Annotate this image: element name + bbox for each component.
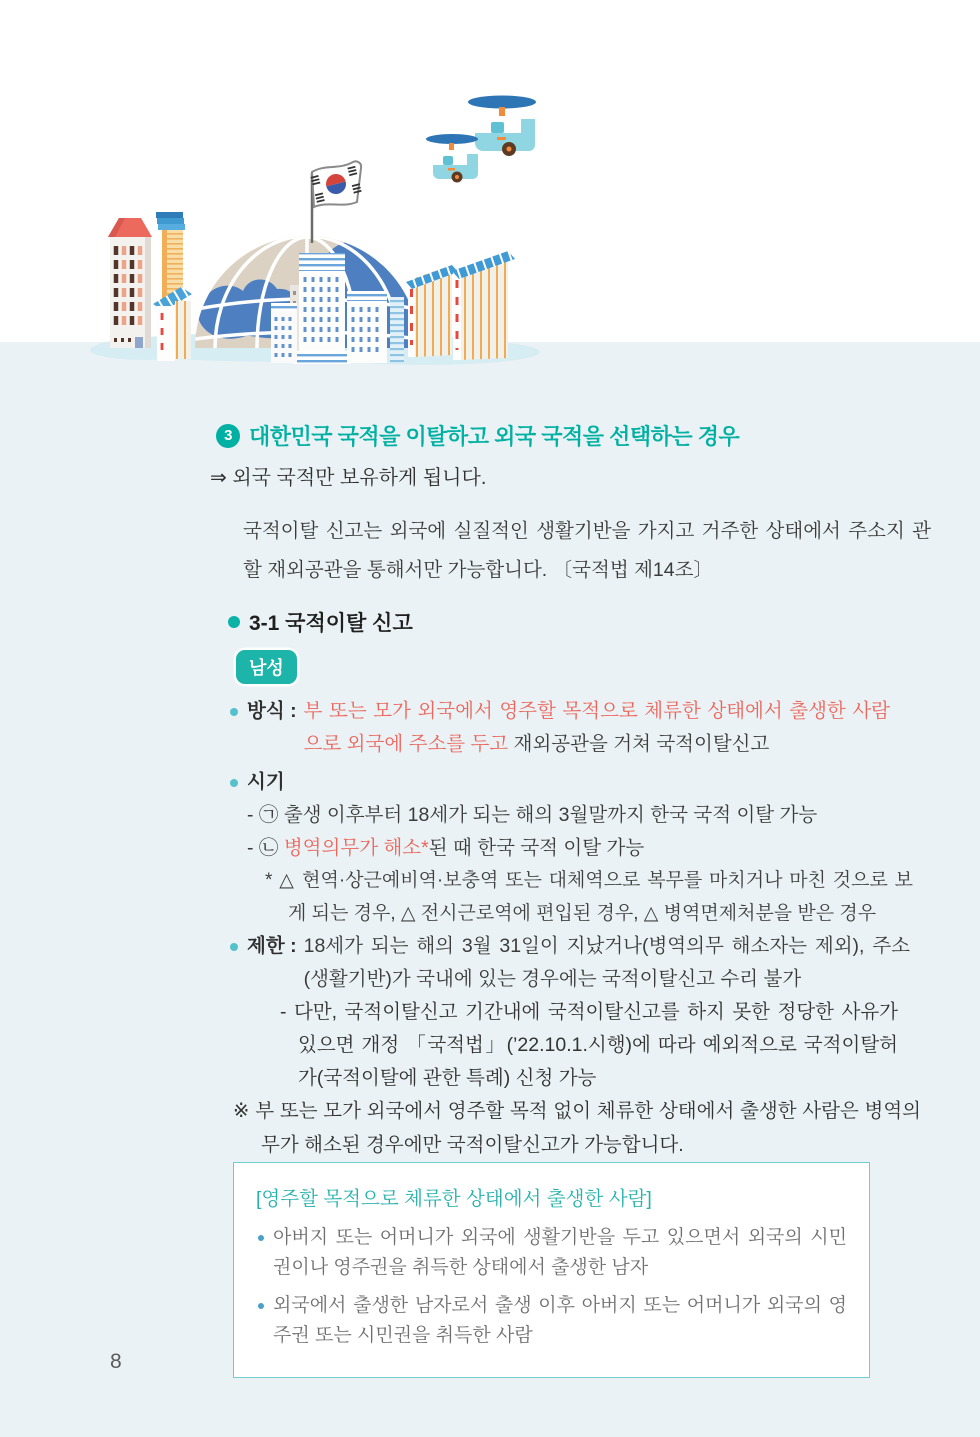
section-3-1-title-text: 3-1 국적이탈 신고: [249, 612, 413, 635]
result-line: ⇒ 외국 국적만 보유하게 됩니다.: [210, 467, 487, 489]
intro-paragraph: 국적이탈 신고는 외국에 실질적인 생활기반을 가지고 거주한 상태에서 주소지 관할 재외공관을 통해서만 가능합니다. 〔국적법 제14조〕: [243, 520, 931, 581]
timing-line-2: [247, 832, 644, 865]
limit-item: [230, 930, 910, 996]
method-rest: 재외공관을 거쳐 국적이탈신고: [508, 733, 770, 755]
info-box-item-text: 아버지 또는 어머니가 외국에 생활기반을 두고 있으면서 외국의 시민권이나 영주권을 취득한 상태에서 출생한 남자: [273, 1227, 847, 1278]
info-box-item: [256, 1291, 847, 1351]
male-badge: 남성: [236, 650, 297, 684]
helicopter-icon-small: [426, 134, 478, 183]
timing-line-1: - ㉠ 출생 이후부터 18세가 되는 해의 3월말까지 한국 국적 이탈 가능: [247, 804, 818, 826]
bullet-icon: [230, 779, 238, 787]
section-number-badge: 3: [216, 424, 240, 448]
info-box-item-text: 외국에서 출생한 남자로서 출생 이후 아버지 또는 어머니가 외국의 영주권 또는 시민권을 취득한 사람: [273, 1295, 847, 1346]
bullet-icon: [228, 616, 240, 628]
bullet-icon: [230, 708, 238, 716]
method-label: 방식 :: [247, 700, 297, 722]
limit-label: 제한 :: [247, 935, 297, 957]
limit-text: 18세가 되는 해의 3월 31일이 지났거나(병역의무 해소자는 제외), 주소(생활기반)가 국내에 있는 경우에는 국적이탈신고 수리 불가: [303, 935, 910, 990]
bullet-icon: [258, 1235, 264, 1241]
timing-line-2-highlight: 병역의무가 해소*: [283, 837, 429, 859]
info-box-item: [256, 1223, 847, 1283]
korean-flag-icon: [311, 161, 362, 243]
limit-exception: - 다만, 국적이탈신고 기간내에 국적이탈신고를 하지 못한 정당한 사유가 있으면 개정 「국적법」(’22.10.1.시행)에 따라 예외적으로 국적이탈허가(국적이탈에 관한 특례) 신청 가능: [280, 1001, 898, 1089]
asterisk-note: ※ 부 또는 모가 외국에서 영주할 목적 없이 체류한 상태에서 출생한 사람은 병역의무가 해소된 경우에만 국적이탈신고가 가능합니다.: [233, 1100, 921, 1156]
info-box-title: [영주할 목적으로 체류한 상태에서 출생한 사람]: [256, 1188, 652, 1210]
bullet-icon: [258, 1303, 264, 1309]
timing-label: 시기: [247, 771, 285, 793]
globe-city-illustration: [85, 75, 555, 375]
page-title: [216, 420, 739, 451]
timing-line-2-rest: 된 때 한국 국적 이탈 가능: [428, 837, 645, 859]
method-text: [304, 695, 890, 761]
section-3-1-title: [228, 607, 413, 637]
building-icon-left: [108, 212, 192, 361]
page-title-text: 대한민국 국적을 이탈하고 외국 국적을 선택하는 경우: [249, 424, 740, 449]
helicopter-icon: [468, 96, 536, 157]
building-icon-right: [406, 251, 515, 360]
timing-line-2-prefix: - ㉡: [247, 837, 284, 859]
method-item: [230, 695, 890, 761]
page-number: 8: [110, 1350, 122, 1373]
timing-footnote: * △ 현역·상근예비역·보충역 또는 대체역으로 복무를 마치거나 마친 것으로 보게 되는 경우, △ 전시근로역에 편입된 경우, △ 병역면제처분을 받은 경우: [265, 870, 913, 924]
info-box: [233, 1162, 870, 1378]
timing-item: [230, 766, 292, 799]
bullet-icon: [230, 943, 238, 951]
method-highlight: 부 또는 모가 외국에서 영주할 목적으로 체류한 상태에서 출생한 사람으로 외국에 주소를 두고: [303, 700, 890, 755]
